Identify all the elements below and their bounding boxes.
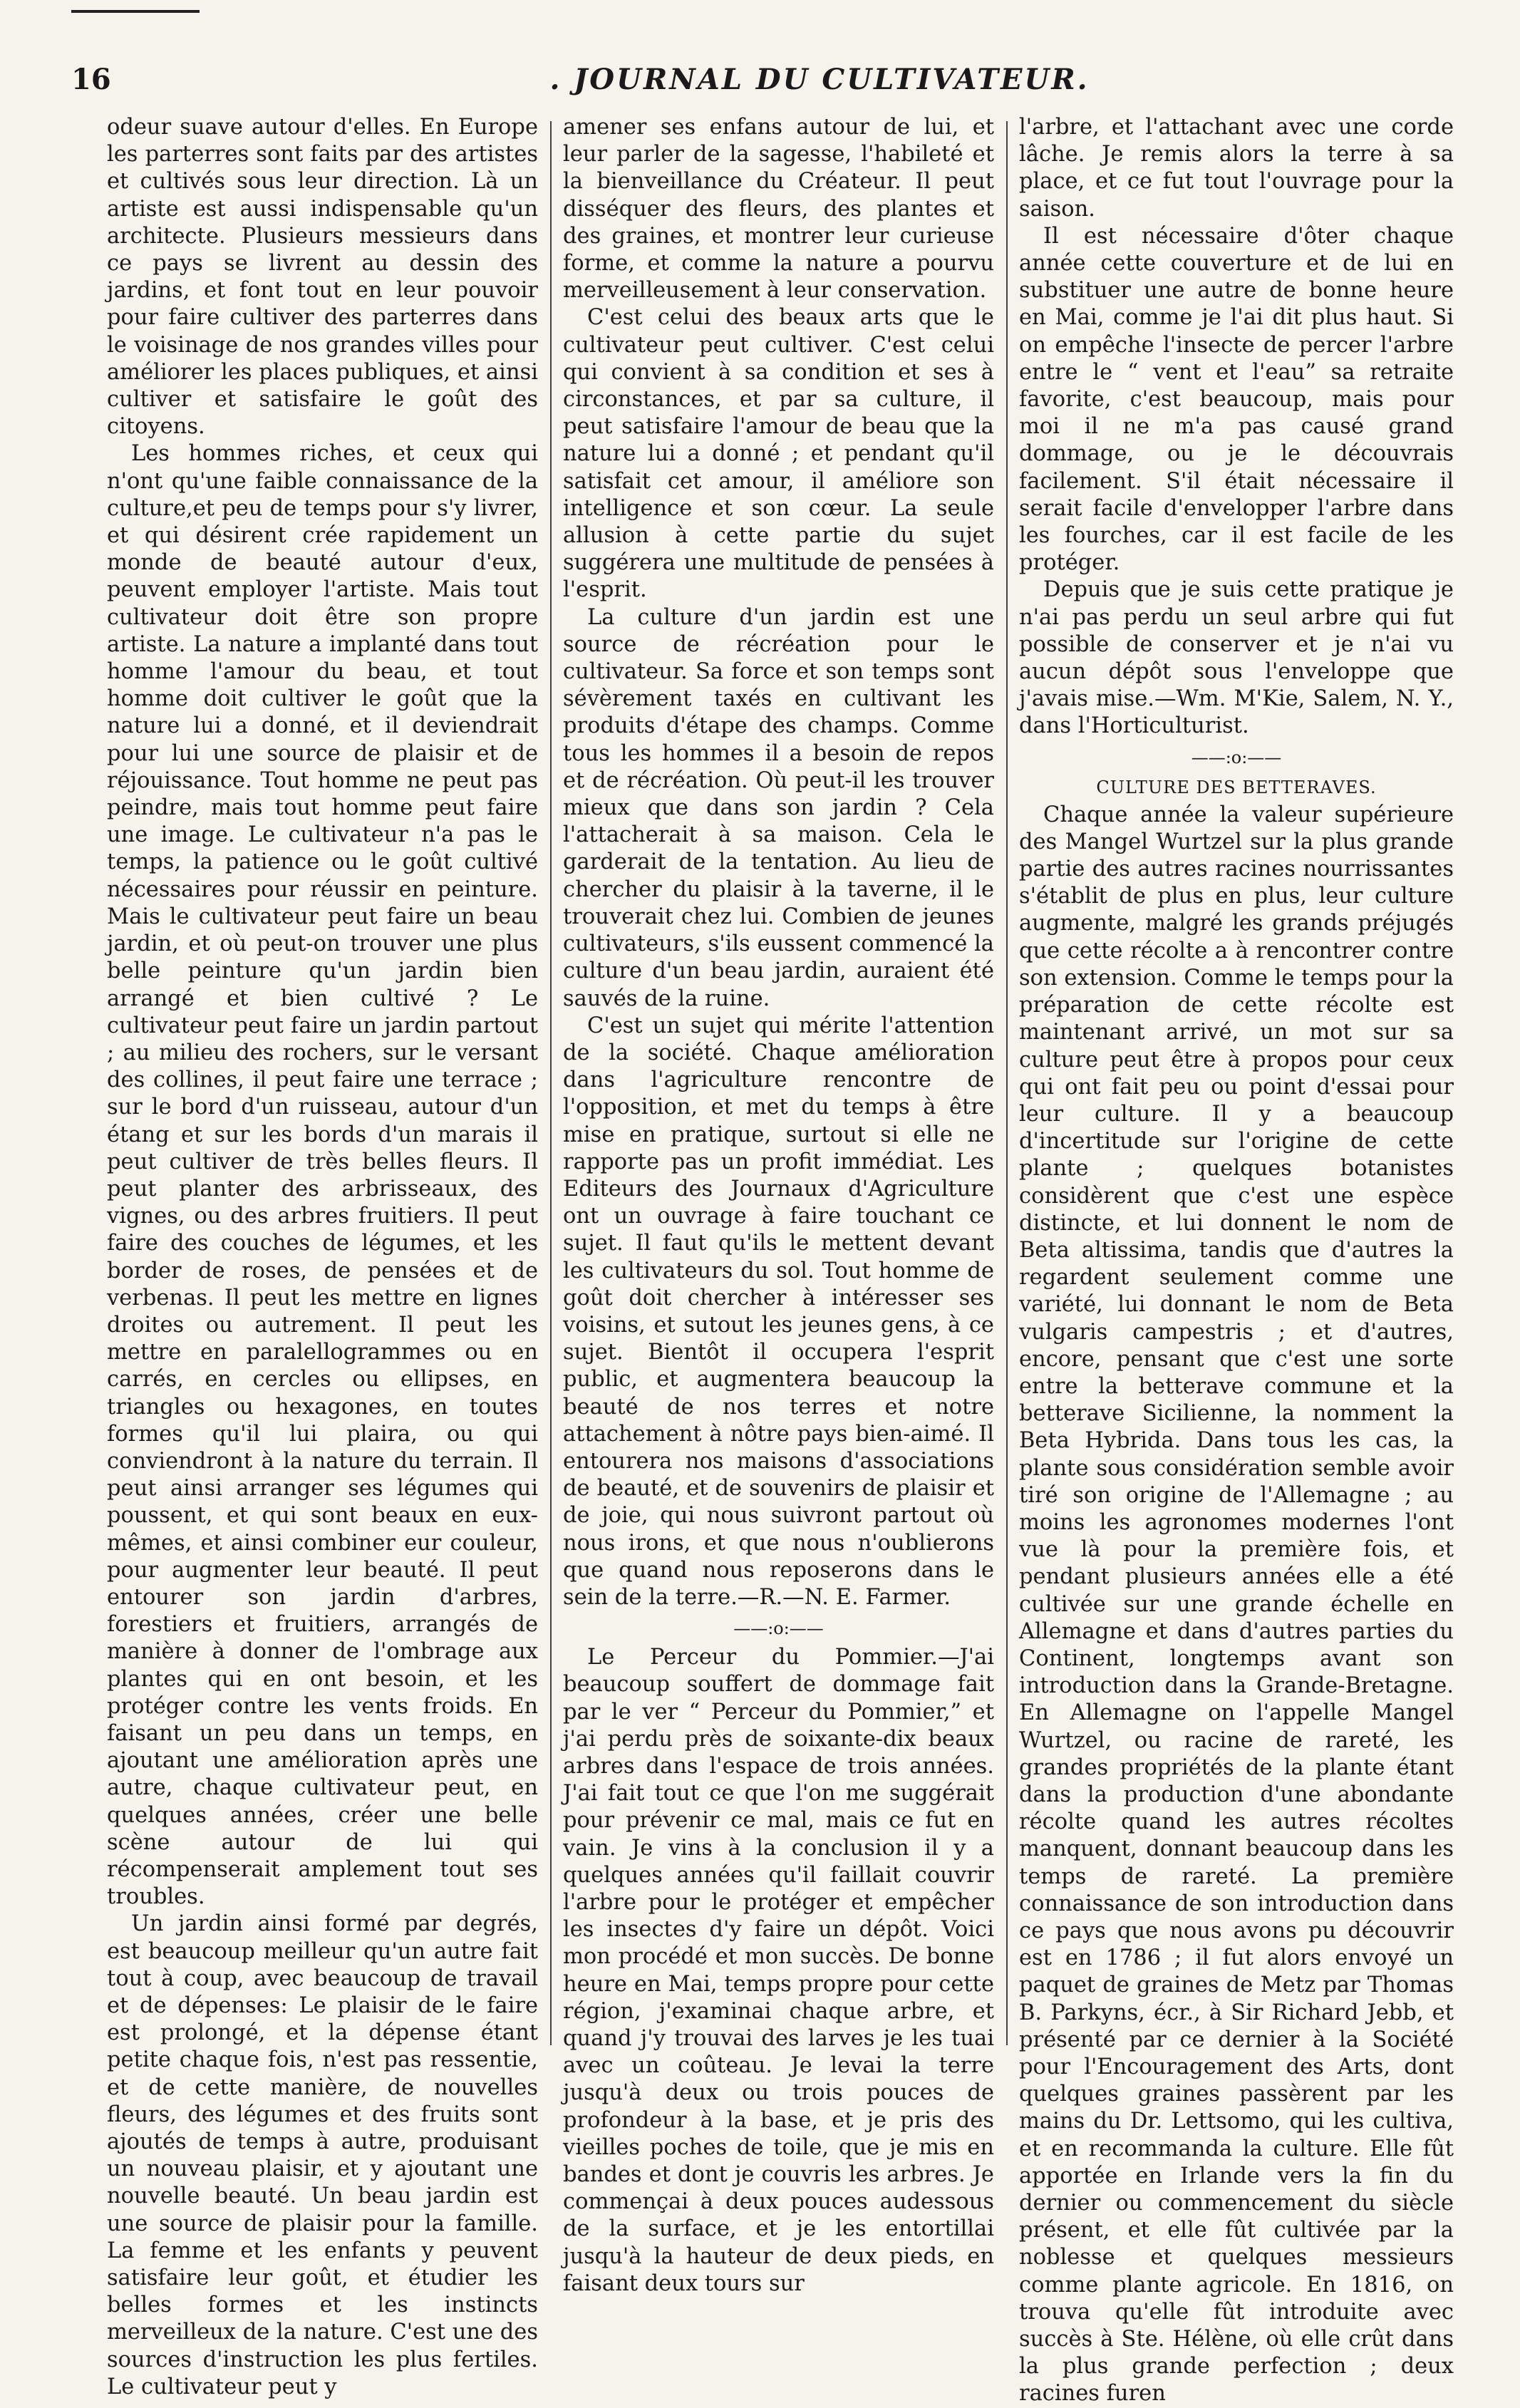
column-3 — [1019, 114, 1454, 2407]
paragraph: amener ses enfans autour de lui, et leur parler de la sagesse, l'habileté et la bienveillance du Créateur. Il peut disséquer des fleurs, des plantes et des graines, et montrer leur curieuse forme, et comme la nature a pourvu merveilleusement à leur conservation. — [563, 115, 994, 304]
column-2 — [563, 114, 994, 2296]
section-separator: ——:o:—— — [1191, 747, 1282, 768]
paragraph: Un jardin ainsi formé par degrés, est beaucoup meilleur qu'un autre fait tout à coup, avec beaucoup de travail et de dépenses: Le plaisir de le faire est prolongé, et la dépense étant petite chaque fois, n'est pas ressentie, et de cette manière, de nouvelles fleurs, des légumes et des fruits sont ajoutés de temps à autre, produisant un nouveau plaisir, et y ajoutant une nouvelle beauté. Un beau jardin est une source de plaisir pour la famille. La femme et les enfants y peuvent satisfaire leur goût, et étudier les belles formes et les instincts merveilleux de la nature. C'est une des sources d'instruction les plus fertiles. Le cultivateur peut y — [107, 1911, 538, 2399]
paragraph: Chaque année la valeur supérieure des Mangel Wurtzel sur la plus grande partie des autres racines nourrissantes s'établit de plus en plus, leur culture augmente, malgré les grands préjugés que cette récolte a à rencontrer contre son extension. Comme le temps pour la préparation de cette récolte est maintenant arrivé, un mot sur sa culture peut être à propos pour ceux qui ont fait peu ou point d'essai pour leur culture. Il y a beaucoup d'incertitude sur l'origine de cette plante ; quelques botanistes considèrent que c'est une espèce distincte, et lui donnent le nom de Beta altissima, tandis que d'autres la regardent seulement comme une variété, lui donnant le nom de Beta vulgaris campestris ; et d'autres, encore, pensant que c'est une sorte entre la betterave commune et la betterave Sicilienne, la nomment la Beta Hybrida. Dans tous les cas, la plante sous considération semble avoir tiré son origine de l'Allemagne ; au moins les agronomes modernes l'ont vue là pour la première fois, et pendant plusieurs années elle a été cultivée sur une grande échelle en Allemagne et dans d'autres parties du Continent, longtemps avant son introduction dans la Grande-Bretagne. En Allemagne on l'appelle Mangel Wurtzel, ou racine de rareté, les grandes propriétés de la plante étant dans la production d'une abondante récolte quand les autres récoltes manquent, donnant beaucoup dans les temps de rareté. La première connaissance de son introduction dans ce pays que nous avons pu découvrir est en 1786 ; il fut alors envoyé un paquet de graines de Metz par Thomas B. Parkyns, écr., à Sir Richard Jebb, et présenté par ce dernier à la Société pour l'Encouragement des Arts, dont quelques graines passèrent par les mains du Dr. Lettsomo, qui les cultiva, et en recommanda la culture. Elle fût apportée en Irlande vers la fin du dernier ou commencement du siècle présent, et elle fût cultivée par la noblesse et quelques messieurs comme plante agricole. En 1816, on trouva qu'elle fût introduite avec succès à Ste. Hélène, où elle crût dans la plus grande perfection ; deux racines furen — [1019, 802, 1454, 2407]
section-separator: ——:o:—— — [733, 1618, 824, 1639]
journal-title: . JOURNAL DU CULTIVATEUR. — [549, 63, 1090, 96]
page-header — [71, 63, 1425, 105]
paragraph: l'arbre, et l'attachant avec une corde lâche. Je remis alors la terre à sa place, et ce fut tout l'ouvrage pour la saison. — [1019, 115, 1454, 222]
article-columns — [0, 114, 1520, 2407]
top-rule — [71, 10, 200, 13]
paragraph: Il est nécessaire d'ôter chaque année cette couverture et de lui en substituer une autre de bonne heure en Mai, comme je l'ai dit plus haut. Si on empêche l'insecte de percer l'arbre entre le “ vent et l'eau” sa retraite favorite, c'est beaucoup, mais pour moi il ne m'a pas causé grand dommage, ou je le découvrais facilement. S'il était nécessaire il serait facile d'envelopper l'arbre dans les fourches, car il est facile de les protéger. — [1019, 223, 1454, 576]
column-1 — [107, 114, 538, 2399]
paragraph: La culture d'un jardin est une source de récréation pour le cultivateur. Sa force et son temps sont sévèrement taxés en cultivant les produits d'étape des champs. Comme tous les hommes il a besoin de repos et de récréation. Où peut-il les trouver mieux que dans son jardin ? Cela l'attacherait à sa maison. Cela le garderait de la tentation. Au lieu de chercher du plaisir à la taverne, il le trouverait chez lui. Combien de jeunes cultivateurs, s'ils eussent commencé la culture d'un beau jardin, auraient été sauvés de la ruine. — [563, 604, 994, 1011]
paragraph: odeur suave autour d'elles. En Europe les parterres sont faits par des artistes et cultivés sous leur direction. Là un artiste est aussi indispensable qu'un architecte. Plusieurs messieurs dans ce pays se livrent au dessin des jardins, et font tout en leur pouvoir pour faire cultiver des parterres dans le voisinage de nos grandes villes pour améliorer les places publiques, et ainsi cultiver et satisfaire le goût des citoyens. — [107, 115, 538, 440]
paragraph: Depuis que je suis cette pratique je n'ai pas perdu un seul arbre qui fut possible de conserver et je n'ai vu aucun dépôt sous l'enveloppe que j'avais mise.—Wm. M'Kie, Salem, N. Y., dans l'Horticulturist. — [1019, 577, 1454, 739]
paragraph: Les hommes riches, et ceux qui n'ont qu'une faible connaissance de la culture,et peu de temps pour s'y livrer, et qui désirent crée rapidement un monde de beauté autour d'eux, peuvent employer l'artiste. Mais tout cultivateur doit être son propre artiste. La nature a implanté dans tout homme l'amour du beau, et tout homme doit cultiver le goût que la nature lui a donné, et il deviendrait pour lui une source de plaisir et de réjouissance. Tout homme ne peut pas peindre, mais tout homme peut faire une image. Le cultivateur n'a pas le temps, la patience ou le goût cultivé nécessaires pour réussir en peinture. Mais le cultivateur peut faire un beau jardin, et où peut-on trouver une plus belle peinture qu'un jardin bien arrangé et bien cultivé ? Le cultivateur peut faire un jardin partout ; au milieu des rochers, sur le versant des collines, il peut faire une terrace ; sur le bord d'un ruisseau, autour d'un étang et sur les bords d'un marais il peut cultiver de très belles fleurs. Il peut planter des arbrisseaux, des vignes, ou des arbres fruitiers. Il peut faire des couches de légumes, et les border de roses, de pensées et de verbenas. Il peut les mettre en lignes droites ou autrement. Il peut les mettre en paralellogrammes ou en carrés, en cercles ou ellipses, en triangles ou hexagones, en toutes formes qu'il lui plaira, ou qui conviendront à la nature du terrain. Il peut ainsi arranger ses légumes qui poussent, et qui sont beaux en eux-mêmes, et ainsi combiner eur couleur, pour augmenter leur beauté. Il peut entourer son jardin d'arbres, forestiers et fruitiers, arrangés de manière à donner de l'ombrage aux plantes qui en ont besoin, et les protéger contre les vents froids. En faisant un peu dans un temps, en ajoutant une amélioration après une autre, chaque cultivateur peut, en quelques années, créer une belle scène autour de lui qui récompenserait amplement tout ses troubles. — [107, 441, 538, 1910]
paragraph: C'est un sujet qui mérite l'attention de la société. Chaque amélioration dans l'agriculture rencontre de l'opposition, et met du temps à être mise en pratique, surtout si elle ne rapporte pas un profit immédiat. Les Editeurs des Journaux d'Agriculture ont un ouvrage à faire touchant ce sujet. Il faut qu'ils le mettent devant les cultivateurs du sol. Tout homme de goût doit chercher à intéresser ses voisins, et sutout les jeunes gens, à ce sujet. Bientôt il occupera l'esprit public, et augmentera beaucoup la beauté de nos terres et notre attachement à nôtre pays bien-aimé. Il entourera nos maisons d'associations de beauté, et de souvenirs de plaisir et de joie, qui nous suivront partout où nous irons, et que nous n'oublierons que quand nous reposerons dans le sein de la terre.—R.—N. E. Farmer. — [563, 1013, 994, 1610]
paragraph: Le Perceur du Pommier.—J'ai beaucoup souffert de dommage fait par le ver “ Perceur du Pommier,” et j'ai perdu près de soixante-dix beaux arbres dans l'espace de trois années. J'ai fait tout ce que l'on me suggérait pour prévenir ce mal, mais ce fut en vain. Je vins à la conclusion il y a quelques années qu'il faillait couvrir l'arbre pour le protéger et empêcher les insectes d'y faire un dépôt. Voici mon procédé et mon succès. De bonne heure en Mai, temps propre pour cette région, j'examinai chaque arbre, et quand j'y trouvai des larves je les tuai avec un coûteau. Je levai la terre jusqu'à deux ou trois pouces de profondeur à la base, et je pris des vieilles poches de toile, que je mis en bandes et dont je couvris les arbres. Je commençai à deux pouces audessous de la surface, et je les entortillai jusqu'à la hauteur de deux pieds, en faisant deux tours sur — [563, 1645, 994, 2296]
page-number: 16 — [71, 63, 111, 96]
column-divider — [1006, 121, 1008, 2045]
section-heading: CULTURE DES BETTERAVES. — [1096, 777, 1377, 797]
paragraph: C'est celui des beaux arts que le cultivateur peut cultiver. C'est celui qui convient à sa condition et ses à circonstances, et par sa culture, il peut satisfaire l'amour de beau que la nature lui a donné ; et pendant qu'il satisfait cet amour, il améliore son intelligence et son cœur. La seule allusion à cette partie du sujet suggérera une multitude de pensées à l'esprit. — [563, 305, 994, 603]
column-divider — [550, 121, 552, 2045]
